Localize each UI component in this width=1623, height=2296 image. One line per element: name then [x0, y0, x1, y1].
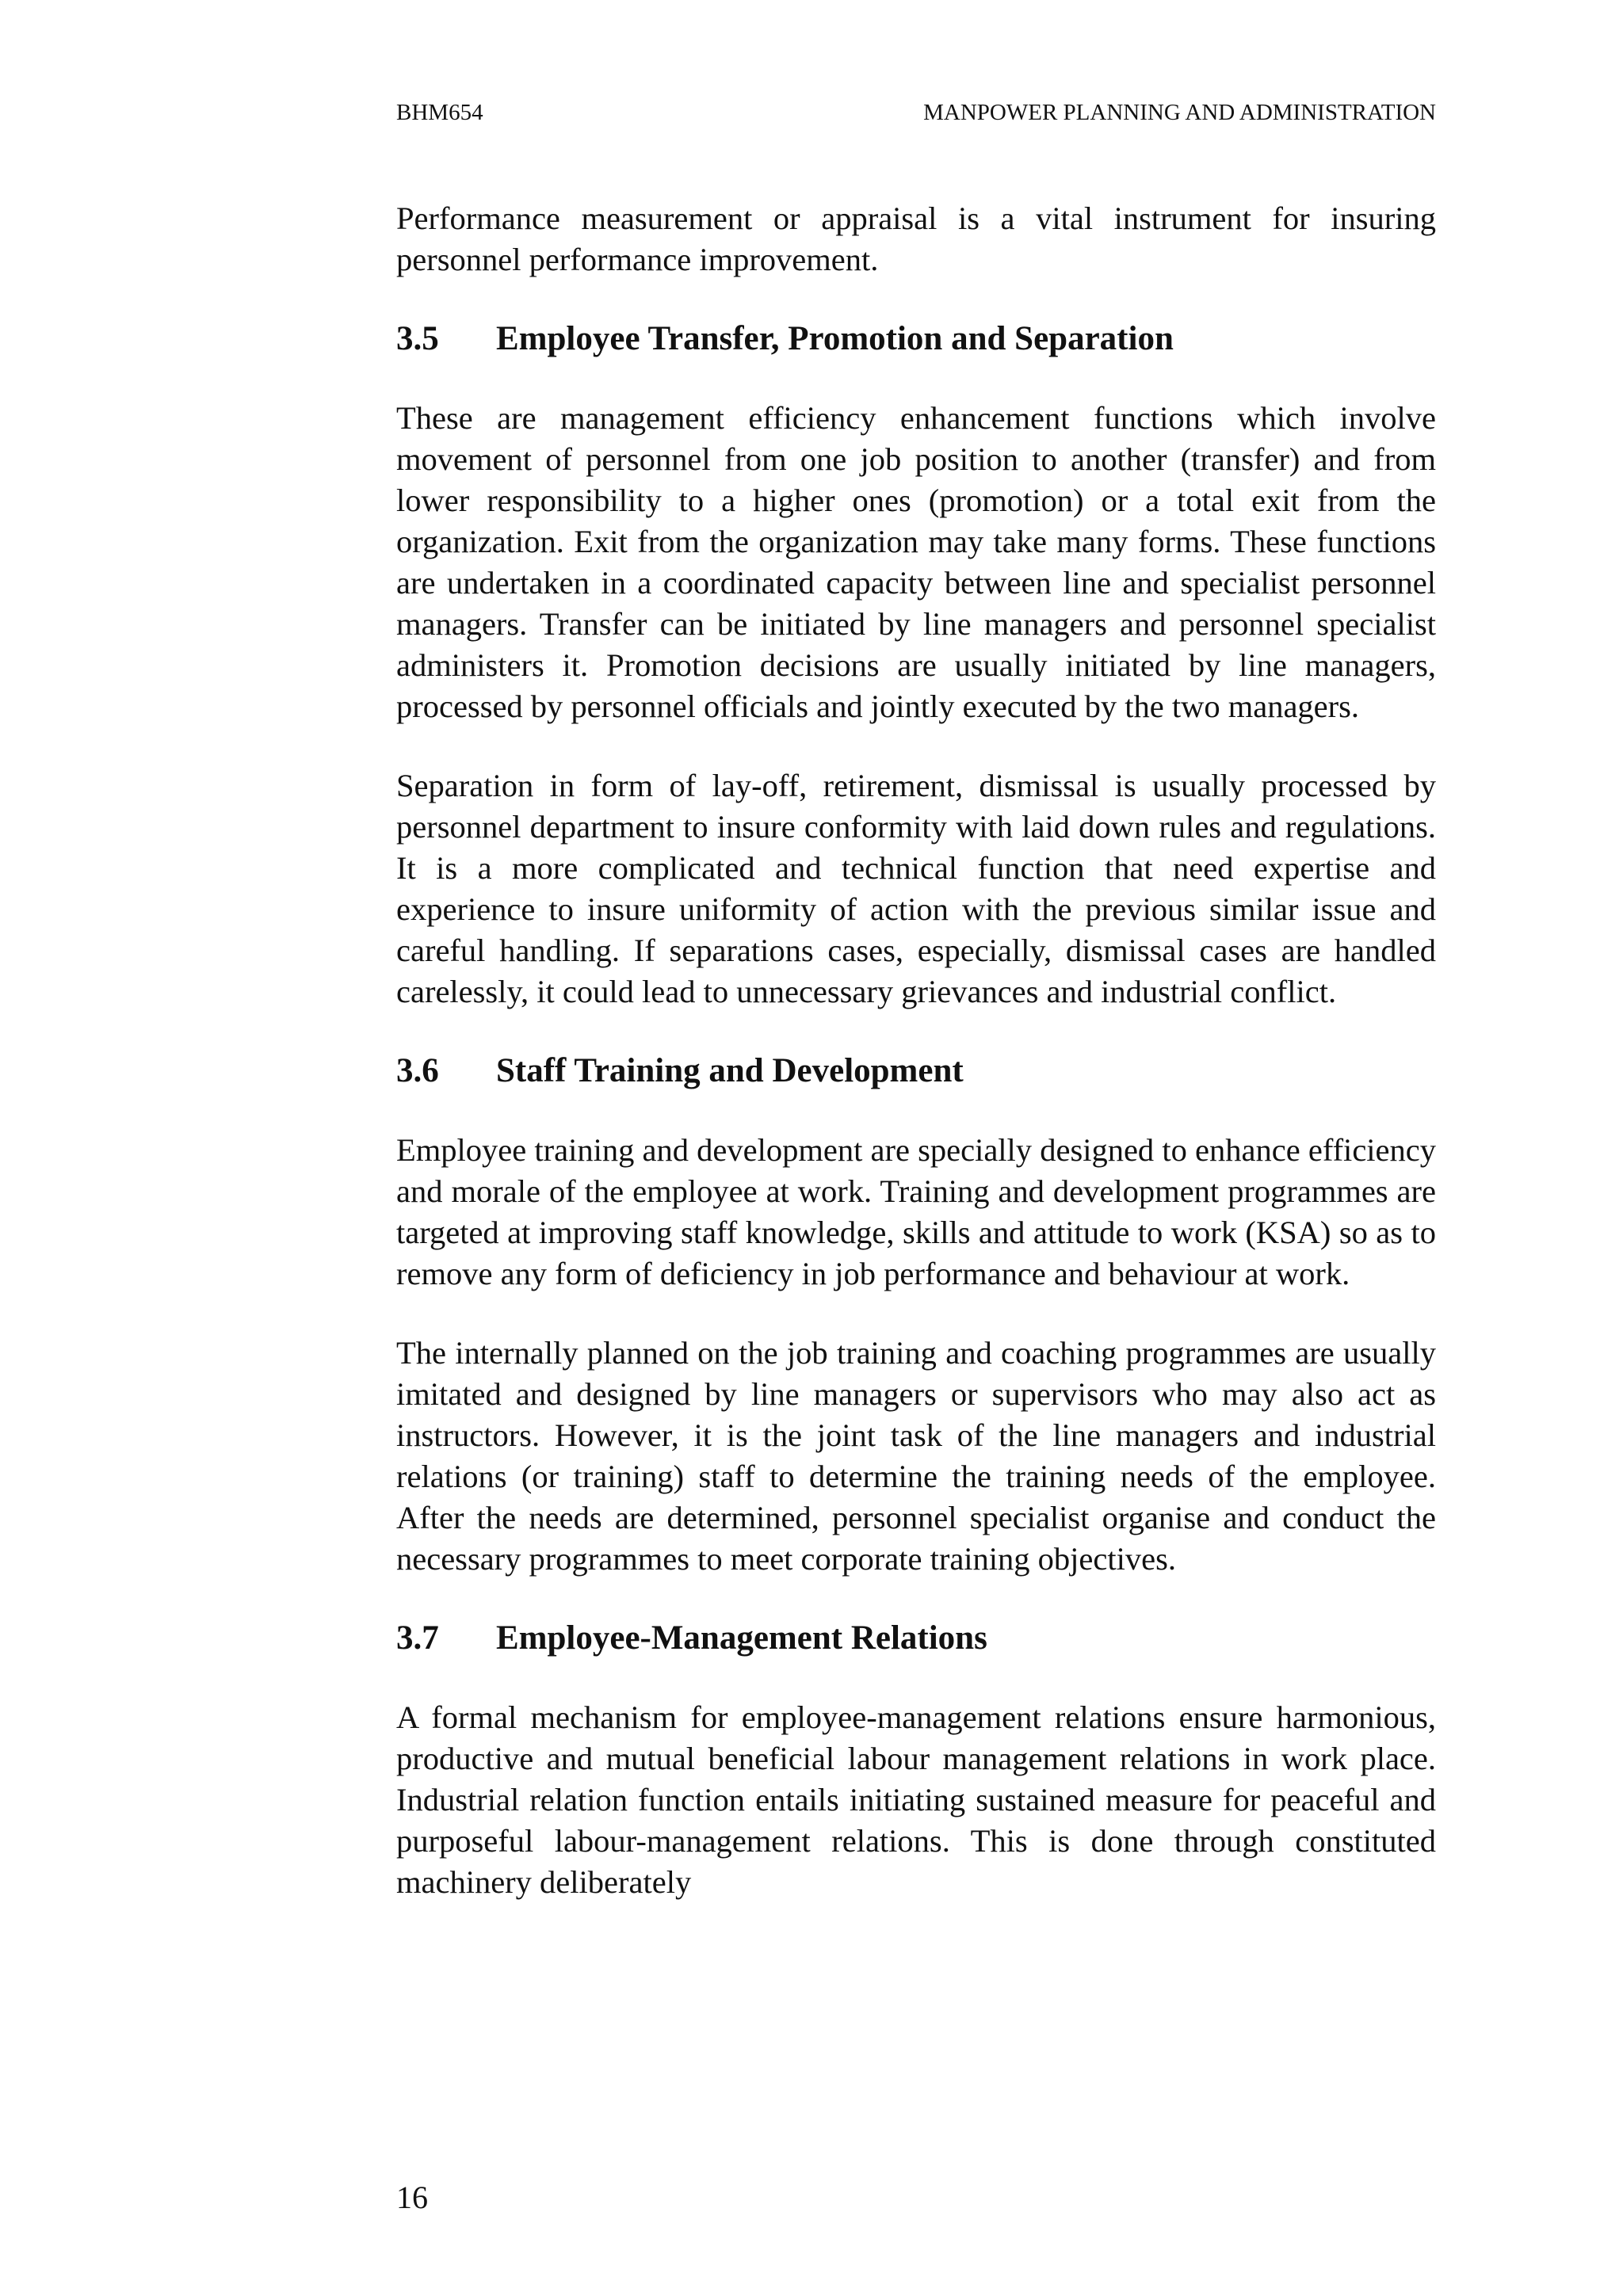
section-number: 3.7: [396, 1619, 439, 1657]
section-heading-3-6: [396, 1051, 1436, 1092]
section-3-5-paragraph-2: Separation in form of lay-off, retirement, dismissal is usually processed by personnel department to insure conformity with laid down rules and regulations. It is a more complicated and technical function that need expertise and experience to insure uniformity of action with the previous similar issue and careful handling. If separations cases, especially, dismissal cases are handled carelessly, it could lead to unnecessary grievances and industrial conflict.: [396, 768, 1436, 1009]
section-title: Staff Training and Development: [496, 1052, 964, 1089]
intro-paragraph: Performance measurement or appraisal is a vital instrument for insuring personnel performance improvement.: [396, 200, 1436, 277]
section-3-5-paragraph-1: These are management efficiency enhancement functions which involve movement of personnel from one job position to another (transfer) and from lower responsibility to a higher ones (promotion) or a total exit from the organization. Exit from the organization may take many forms. These functions are undertaken in a coordinated capacity between line and specialist personnel managers. Transfer can be initiated by line managers and personnel specialist administers it. Promotion decisions are usually initiated by line managers, processed by personnel officials and jointly executed by the two managers.: [396, 400, 1436, 724]
section-heading-3-7: [396, 1618, 1436, 1659]
course-title: MANPOWER PLANNING AND ADMINISTRATION: [923, 100, 1436, 125]
section-number: 3.6: [396, 1052, 439, 1089]
running-header: [396, 97, 1436, 128]
section-number: 3.5: [396, 320, 439, 357]
course-code: BHM654: [396, 100, 483, 125]
section-title: Employee-Management Relations: [496, 1619, 987, 1657]
section-3-6-paragraph-1: Employee training and development are specially designed to enhance efficiency and morale of the employee at work. Training and development programmes are targeted at improving staff knowledge, skills and attitude to work (KSA) so as to remove any form of deficiency in job performance and behaviour at work.: [396, 1132, 1436, 1291]
section-3-7-paragraph-1: A formal mechanism for employee-management relations ensure harmonious, productive and mutual beneficial labour management relations in work place. Industrial relation function entails initiating sustained measure for peaceful and purposeful labour-management relations. This is done through constituted machinery deliberately: [396, 1699, 1436, 1900]
page-content: [396, 198, 1436, 1941]
section-3-6-paragraph-2: The internally planned on the job training and coaching programmes are usually imitated and designed by line managers or supervisors who may also act as instructors. However, it is the joint task of the line managers and industrial relations (or training) staff to determine the training needs of the employee. After the needs are determined, personnel specialist organise and conduct the necessary programmes to meet corporate training objectives.: [396, 1335, 1436, 1577]
section-heading-3-5: [396, 318, 1436, 360]
section-title: Employee Transfer, Promotion and Separation: [496, 320, 1174, 357]
page-number: 16: [396, 2180, 428, 2215]
